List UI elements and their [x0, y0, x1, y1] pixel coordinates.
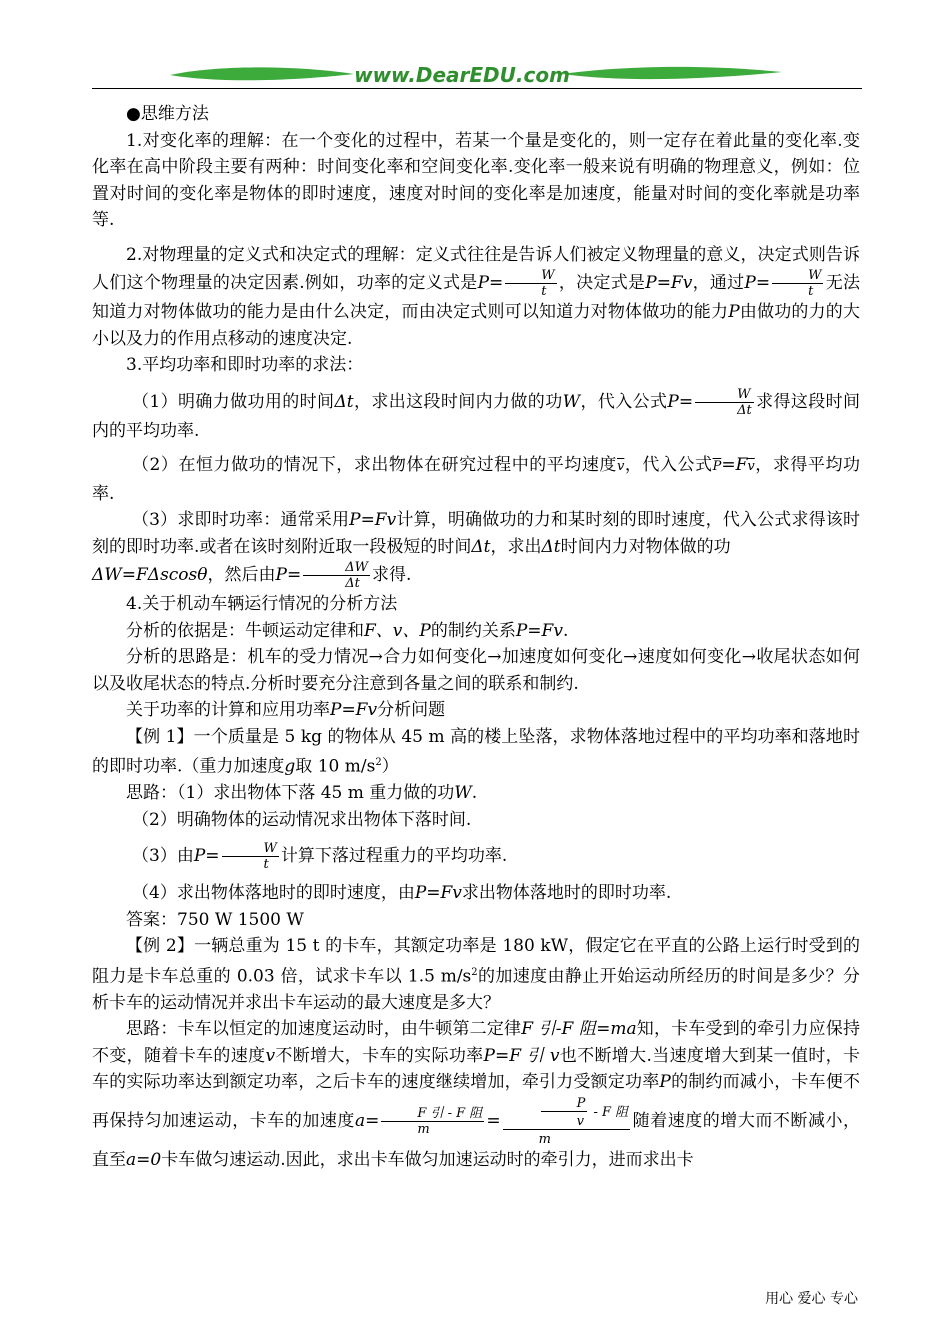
frac-num: W	[695, 387, 754, 403]
site-logo-text: www.DearEDU.com	[354, 63, 570, 87]
paragraph-8: 分析的依据是：牛顿运动定律和F、v、P的制约关系P=Fv.	[126, 620, 569, 641]
formula-a-eq: a=	[354, 1110, 380, 1131]
think-4-text-b: 求出物体落地时的即时功率.	[461, 883, 672, 904]
formula-p-eq-3: P=	[667, 391, 694, 412]
symbol-p: P	[728, 302, 740, 322]
minus-sign: -	[589, 1104, 602, 1120]
frac-den: t	[263, 857, 269, 873]
section-title	[92, 101, 860, 128]
example-2	[92, 933, 860, 1016]
think-1-text: 思路：（1）求出物体下落 45 m 重力做的功	[126, 783, 455, 804]
example-1-text-a: 一个质量是 5 kg 的物体从 45 m 高的楼上坠落，求物体落地过程中的平均功率和落地时的即时功率.（重力加速度	[92, 726, 860, 777]
symbol-v-bar-2: $\overline{v}$	[747, 459, 755, 474]
paragraph-3	[92, 352, 860, 379]
think-5-text-a: 思路：卡车以恒定的加速度运动时，由牛顿第二定律	[126, 1019, 522, 1040]
paragraph-9	[92, 644, 860, 697]
paragraph-6	[92, 507, 860, 591]
think-3-text-a: （3）由	[132, 846, 194, 867]
p4-text-c: ，代入公式	[580, 391, 668, 412]
spacer	[92, 234, 860, 242]
p4-text-b: ，求出这段时间内力做的功	[353, 391, 563, 412]
section-title-text: ●思维方法	[126, 104, 209, 124]
p6-text-a: （3）求即时功率：通常采用	[132, 510, 350, 530]
frac-den: Δt	[737, 402, 752, 418]
think-3	[92, 841, 860, 872]
fraction-p-over-v	[541, 1096, 588, 1129]
p8-text-b: 的制约关系	[430, 620, 516, 641]
think-5-text-d: 也不断增大.当速度增大到某一值时，卡车的实际功率达到额定功率，之后卡车的速度继续增加，牵引力受额定功率	[92, 1045, 861, 1093]
p6-text-d: 时间内力对物体做的功	[560, 536, 731, 557]
frac-num: P	[541, 1096, 588, 1112]
formula-p-fv-5: P=Fv	[414, 883, 462, 904]
paragraph-1	[92, 128, 860, 234]
example-2-label: 【例 2】	[126, 936, 195, 957]
symbol-w: W	[562, 391, 581, 412]
p6-text-f: 求得.	[371, 565, 412, 585]
think-1	[92, 780, 860, 807]
p8-text-a: 分析的依据是：牛顿运动定律和	[126, 620, 364, 641]
paragraph-1-text: 1.对变化率的理解：在一个变化的过程中，若某一个量是变化的，则一定存在着此量的变化率.变化率在高中阶段主要有两种：时间变化率和空间变化率.变化率一般来说有明确的物理意义，例如：位置对时间的变化率是物体的即时速度，速度对时间的变化率是加速度，能量对时间的变化率就是功率等.	[92, 130, 860, 230]
superscript-2-b: 2	[471, 966, 478, 978]
frac-den: Δt	[345, 576, 360, 591]
paragraph-5	[92, 452, 860, 507]
p4-text-a: （1）明确力做功用的时间	[132, 391, 335, 412]
fraction-accel-1	[381, 1106, 484, 1137]
symbol-p-2: P	[659, 1072, 671, 1093]
symbol-f-zu: F 阻	[456, 1105, 483, 1121]
p10-text-a: 关于功率的计算和应用功率	[126, 700, 330, 720]
symbol-delta-t: Δt	[334, 391, 354, 412]
answer-1	[92, 907, 860, 934]
formula-eq-f: =F	[721, 455, 748, 475]
p6-text-b: 计算，明确做功的力和某时刻的即时速度，代入公式求得该时刻的即时功率.或者在该时刻附近取一段极短的时间	[92, 510, 860, 557]
p3-text: 3.平均功率和即时功率的求法：	[126, 355, 364, 375]
p9-text: 分析的思路是：机车的受力情况→合力如何变化→加速度如何变化→速度如何变化→收尾状态如何以及收尾状态的特点.分析时要充分注意到各量之间的联系和制约.	[92, 647, 860, 694]
fraction-accel-2	[503, 1096, 631, 1147]
document-body	[92, 101, 860, 1173]
symbol-delta-t-2: Δt	[471, 536, 491, 557]
think-5	[92, 1016, 860, 1173]
symbol-p-bar: $\overline{P}$	[712, 459, 722, 474]
think-5-text-c: 不断增大，卡车的实际功率	[275, 1045, 484, 1066]
p7-text: 4.关于机动车辆运行情况的分析方法	[126, 594, 398, 614]
symbol-f-yin: F 引	[417, 1105, 444, 1121]
paragraph-2	[92, 242, 860, 353]
formula-p-eq-5: P=	[193, 846, 220, 867]
answer-1-text: 答案：750 W 1500 W	[126, 909, 304, 930]
fraction-dw-over-dt	[303, 560, 370, 591]
think-4-text-a: （4）求出物体落地时的即时速度，由	[132, 883, 415, 904]
fraction-w-over-t	[505, 268, 556, 299]
frac-num	[503, 1096, 631, 1130]
formula-p-fv-4: P=Fv	[330, 700, 378, 720]
think-3-text-b: 计算下落过程重力的平均功率.	[280, 846, 508, 867]
frac-den: m	[417, 1121, 430, 1137]
think-5-text-b: 知，卡车受到的牵引力应保持不变，随着卡车的速度	[92, 1019, 861, 1066]
p2-text-d: 无法知道力对物体做功的能力是由什么决定，而由决定式则可以知道力对物体做功的能力	[92, 273, 861, 322]
formula-p-eq-2: P=	[744, 273, 771, 293]
formula-p-eq: P=	[477, 273, 504, 293]
think-2-text: （2）明确物体的运动情况求出物体下落时间.	[132, 809, 472, 830]
spacer	[92, 444, 860, 452]
formula-p-fv-3: P=Fv	[515, 620, 563, 641]
formula-p-fv: P=Fv	[645, 273, 693, 293]
symbol-list: F、v、P	[364, 620, 431, 641]
think-5-text-f: 随着速度的增大而不断减小，直至	[92, 1110, 861, 1170]
paragraph-10	[92, 697, 860, 724]
p2-text-e: 由做功的力的大小以及力的作用点移动的速度决定.	[92, 302, 861, 349]
formula-a-zero: a=0	[126, 1149, 162, 1170]
frac-num: W	[222, 841, 279, 857]
symbol-v-bar: $\overline{v}$	[616, 459, 625, 474]
example-2-text-a: 一辆总重为 15 t 的卡车，其额定功率是 180 kW，假定它在平直的公路上运行时受到的阻力是卡车总重的 0.03 倍，试求卡车以 1.5 m/s	[92, 936, 860, 987]
think-4	[92, 880, 860, 907]
minus-sign: -	[443, 1105, 457, 1121]
frac-num: ΔW	[303, 560, 370, 576]
equals-sign: =	[486, 1110, 501, 1131]
header-rule	[92, 88, 862, 89]
paragraph-4	[92, 387, 860, 445]
think-5-text-g: 卡车做匀速运动.因此，求出卡车做匀加速运动时的牵引力，进而求出卡	[161, 1149, 694, 1170]
formula-p-fv-2: P=Fv	[349, 510, 397, 530]
p2-text-a: 2.对物理量的定义式和决定式的理解：定义式往往是告诉人们被定义物理量的意义，决定式则告诉人们这个物理量的决定因素.例如，功率的定义式是	[92, 244, 860, 293]
example-2-text-b: 的加速度由静止开始运动所经历的时间是多少？分析卡车的运动情况并求出卡车运动的最大速度是多大？	[92, 966, 860, 1013]
frac-den: t	[808, 284, 814, 299]
formula-dw: ΔW=FΔscosθ	[92, 565, 208, 585]
p6-text-c: ，求出	[490, 536, 542, 557]
superscript-2: 2	[375, 757, 382, 768]
example-1-label: 【例 1】	[126, 726, 194, 747]
frac-num: W	[505, 268, 556, 284]
frac-den: m	[538, 1131, 551, 1147]
frac-den: v	[576, 1113, 584, 1129]
paragraph-7	[92, 591, 860, 618]
formula-p-eq-4: P=	[275, 565, 302, 585]
symbol-f-zu-2: F 阻	[601, 1104, 629, 1120]
p2-text-c: ，通过	[692, 273, 745, 293]
symbol-w-2: W	[454, 783, 472, 804]
p4-text-d: 求得这段时间内的平均功率.	[92, 391, 861, 441]
p10-text-b: 分析问题	[377, 700, 446, 720]
spacer	[92, 872, 860, 880]
spacer	[92, 833, 860, 841]
p5-text-c: ，求得平均功率.	[92, 455, 860, 504]
think-2	[92, 807, 860, 834]
p5-text-b: ，代入公式	[624, 455, 713, 475]
example-1-text-c: ）	[381, 756, 399, 777]
example-1	[92, 724, 860, 781]
frac-num: W	[772, 268, 823, 284]
symbol-delta-t-3: Δt	[541, 536, 561, 557]
frac-num	[381, 1106, 484, 1122]
symbol-v: v	[265, 1045, 276, 1066]
formula-p-f-yin-v: P=F 引 v	[483, 1045, 560, 1066]
p2-text-b: ，决定式是	[558, 273, 646, 293]
example-1-text-b: 取 10 m/s	[295, 756, 376, 777]
fraction-w-over-t-3	[222, 841, 279, 872]
fraction-w-over-dt	[695, 387, 754, 418]
frac-den: t	[541, 284, 547, 299]
think-1-end: .	[471, 783, 478, 804]
spacer	[92, 379, 860, 387]
p6-text-e: ，然后由	[207, 565, 276, 585]
think-5-text-e: 的制约而减小，卡车便不再保持匀加速运动，卡车的加速度	[92, 1072, 861, 1131]
fraction-w-over-t-2	[772, 268, 823, 299]
formula-newton: F 引-F 阻=ma	[521, 1019, 637, 1040]
footer-motto: 用心 爱心 专心	[765, 1291, 858, 1307]
p5-text-a: （2）在恒力做功的情况下，求出物体在研究过程中的平均速度	[132, 455, 617, 475]
symbol-g: g	[284, 756, 296, 777]
